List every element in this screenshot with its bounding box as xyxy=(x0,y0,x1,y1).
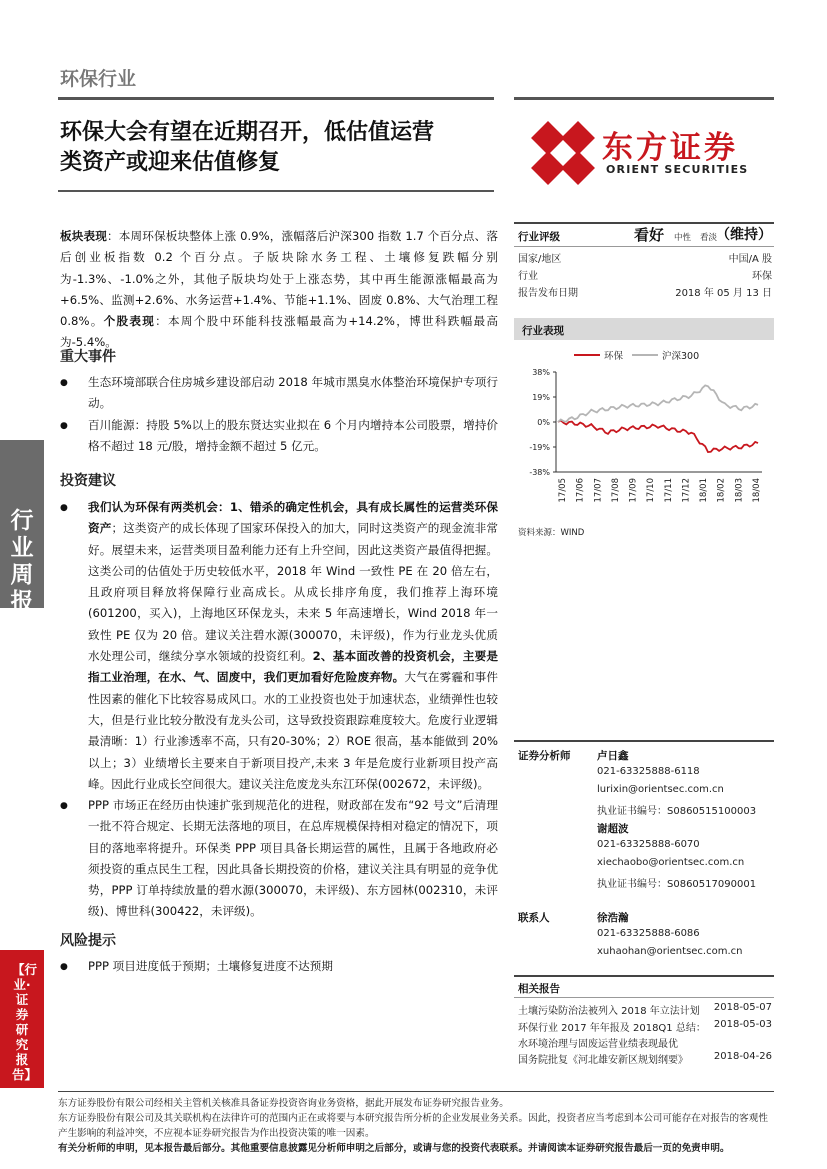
rating-option-neutral: 中性 xyxy=(674,233,692,243)
rating-row-key: 国家/地区 xyxy=(518,254,562,265)
header-rule-right xyxy=(514,97,774,100)
footer-line: 东方证券股份有限公司及其关联机构在法律许可的范围内正在或将要与本研究报告所分析的企业发展业务关系。因此，投资者应当考虑到本公司可能存在对报告的客观性产生影响的利益冲突，不应视本证券研究报告为作出投资决策的唯一因素。 xyxy=(58,1113,768,1139)
x-tick-label: 18/02 xyxy=(716,478,727,503)
contact-name: 徐浩瀚 xyxy=(597,912,629,924)
analyst-name: 谢超波 xyxy=(597,823,629,835)
chart-legend xyxy=(574,350,699,362)
chart-lines xyxy=(558,385,758,452)
analyst-email[interactable]: xiechaobo@orientsec.com.cn xyxy=(597,857,745,868)
related-date: 2018-04-26 xyxy=(713,1051,772,1062)
footer-disclaimer xyxy=(58,1096,774,1156)
related-date: 2018-05-07 xyxy=(713,1002,772,1013)
bullet-icon: ● xyxy=(60,962,68,972)
logo-text-en: ORIENT SECURITIES xyxy=(606,163,749,176)
y-tick-label: 38% xyxy=(532,368,550,377)
left-tab-weekly-text: 行业周报 xyxy=(10,508,34,615)
logo-text-cn: 东方证券 xyxy=(602,130,738,166)
analyst-label: 证券分析师 xyxy=(518,750,571,762)
analyst-name: 卢日鑫 xyxy=(597,750,629,762)
analyst-email[interactable]: lurixin@orientsec.com.cn xyxy=(597,784,724,795)
x-tick-label: 17/09 xyxy=(628,478,639,503)
x-tick-label: 17/05 xyxy=(558,478,568,503)
risk-title: 风险提示 xyxy=(60,933,116,949)
bullet-icon: ● xyxy=(60,421,68,431)
series-line-沪深300 xyxy=(558,385,758,422)
chart-title: 行业表现 xyxy=(522,325,564,337)
chart-axes xyxy=(529,368,762,503)
rating-label: 行业评级 xyxy=(518,231,560,243)
related-item[interactable]: 国务院批复《河北雄安新区规划纲要》 xyxy=(518,1055,688,1066)
x-tick-label: 18/03 xyxy=(734,478,745,503)
related-item[interactable]: 环保行业 2017 年年报及 2018Q1 总结： xyxy=(518,1023,706,1034)
x-tick-label: 17/10 xyxy=(646,478,657,503)
y-tick-label: 19% xyxy=(532,393,550,402)
related-rule xyxy=(514,997,774,998)
rating-row-key: 行业 xyxy=(518,271,538,282)
x-tick-label: 17/12 xyxy=(681,478,692,503)
analyst-tel: 021-63325888-6070 xyxy=(597,839,700,850)
headline-rule xyxy=(58,190,494,192)
related-rule-top xyxy=(514,975,774,977)
risk-item: PPP 项目进度低于预期；土壤修复进度不达预期 xyxy=(88,959,333,973)
sector-performance-text: ：本周环保板块整体上涨 0.9%，涨幅落后沪深300 指数 1.7 个百分点、落后创业板指数 0.2 个百分点。子版块除水务工程、土壤修复跌幅分别为-1.3%、-1.0%之外，其他子版块均处于上涨态势，其中再生能源涨幅最高为+6.5%、监测+2.6%、水务运营+1.4%、节能+1.1%、固废 0.8%、大气治理工程 0.8%。 xyxy=(60,229,498,329)
contact-email[interactable]: xuhaohan@orientsec.com.cn xyxy=(597,946,743,957)
y-tick-label: -38% xyxy=(529,468,550,477)
rating-keep: （维持） xyxy=(716,227,772,243)
events-title: 重大事件 xyxy=(60,349,116,365)
event-item: 生态环境部联合住房城乡建设部启动 2018 年城市黑臭水体整治环境保护专项行动。 xyxy=(88,375,498,411)
report-headline xyxy=(60,118,500,178)
bullet-icon: ● xyxy=(60,378,68,388)
chart-source: 资料来源：WIND xyxy=(518,528,585,538)
x-tick-label: 18/04 xyxy=(752,478,762,503)
related-item[interactable]: 土壤污染防治法被列入 2018 年立法计划 xyxy=(518,1006,700,1017)
advice-title: 投资建议 xyxy=(60,473,116,489)
bullet-icon: ● xyxy=(60,801,68,811)
stock-performance-label: 个股表现 xyxy=(103,314,156,329)
analyst-tel: 021-63325888-6118 xyxy=(597,766,700,777)
legend-label: 环保 xyxy=(604,351,624,362)
advice-bold-2: 2、基本面改善的投资机会，主要是指工业治理，在水、气、固废中，我们更加看好危险废弃物。 xyxy=(88,649,498,685)
rating-row-value: 2018 年 05 月 13 日 xyxy=(675,288,772,299)
y-tick-label: 0% xyxy=(537,418,550,427)
contact-label: 联系人 xyxy=(518,912,550,924)
orient-logo-icon xyxy=(528,118,598,188)
advice-paragraph-2: PPP 市场正在经历由快速扩张到规范化的进程，财政部在发布“92 号文”后清理一批不符合规定、长期无法落地的项目，在总库规模保持相对稳定的情况下，项目的落地率将提升。环保类 PPP 项目具备长期运营的属性，且属于各地政府必须投资的重点民生工程，因此具备长期投资的价格，建议关注具有明显的竞争优势，PPP 订单持续放量的碧水源(300070，未评级)、东方园林(002310，未评级)、博世科(300422，未评级)。 xyxy=(88,798,498,919)
footer-rule xyxy=(58,1091,774,1092)
headline-line-2: 类资产或迎来估值修复 xyxy=(60,150,281,175)
industry-performance-chart xyxy=(514,344,774,520)
x-tick-label: 17/07 xyxy=(593,478,604,503)
y-tick-label: -19% xyxy=(529,443,550,452)
analyst-cert: 执业证书编号：S0860517090001 xyxy=(597,879,757,890)
advice-text-2: 大气在雾霾和事件性因素的催化下比较容易成风口。水的工业投资也处于加速状态，业绩弹性也较大，但是行业比较分散没有龙头公司，这导致投资跟踪难度较大。危废行业逻辑最清晰：1）行业渗透率不高，只有20-30%；2）ROE 很高，基本能做到 20%以上；3）业绩增长主要来自于新项目投产,未来 3 年是危废行业新项目投产高峰。因此行业成长空间很大。建议关注危废龙头东江环保(002672，未评级)。 xyxy=(88,670,498,791)
advice-bold-1: 我们认为环保有两类机会：1、错杀的确定性机会，具有成长属性的运营类环保资产 xyxy=(88,500,498,536)
legend-label: 沪深300 xyxy=(662,351,700,362)
rating-row-key: 报告发布日期 xyxy=(518,288,578,299)
header-rule xyxy=(58,97,494,100)
left-tab-category-text: 【行业·证券研究报告】 xyxy=(12,962,38,1082)
footer-line-bold: 有关分析师的申明，见本报告最后部分。其他重要信息披露见分析师申明之后部分，或请与您的投资代表联系。并请阅读本证券研究报告最后一页的免责申明。 xyxy=(58,1143,730,1154)
footer-line: 东方证券股份有限公司经相关主管机关核准具备证券投资咨询业务资格，据此开展发布证券研究报告业务。 xyxy=(58,1098,509,1109)
x-tick-label: 18/01 xyxy=(699,478,710,503)
stock-performance-text: ：本周个股中环能科技涨幅最高为+14.2%，博世科跌幅最高为-5.4%。 xyxy=(60,314,498,350)
bullet-icon: ● xyxy=(60,503,68,513)
sector-title: 环保行业 xyxy=(60,68,137,90)
x-tick-label: 17/08 xyxy=(610,478,621,503)
headline-line-1: 环保大会有望在近期召开，低估值运营 xyxy=(60,120,435,145)
x-tick-label: 17/06 xyxy=(575,478,586,503)
advice-text-1: ；这类资产的成长体现了国家环保投入的加大，同时这类资产的现金流非常好。展望未来，运营类项目盈利能力还有上升空间，因此这类资产最值得把握。这类公司的估值处于历史较低水平，2018 年 Wind 一致性 PE 在 20 倍左右，且政府项目释放将保障行业高成长。从成长排序角度，我们推荐上海环境(601200，买入)，上海地区环保龙头，未来 5 年高速增长，Wind 2018 年一致性 PE 仅为 20 倍。建议关注碧水源(300070，未评级)，作为行业龙头优质水处理公司，继续分享水领域的投资红利。 xyxy=(88,521,498,664)
event-item: 百川能源：持股 5%以上的股东贤达实业拟在 6 个月内增持本公司股票，增持价格不超过 18 元/股，增持金额不超过 5 亿元。 xyxy=(88,418,498,454)
related-item[interactable]: 水环境治理与固废运营业绩表现最优 xyxy=(518,1039,678,1050)
rating-row-value: 中国/A 股 xyxy=(728,254,772,265)
x-tick-label: 17/11 xyxy=(663,478,674,503)
contact-tel: 021-63325888-6086 xyxy=(597,928,700,939)
advice-paragraph-1 xyxy=(88,497,498,795)
series-line-环保 xyxy=(558,420,758,452)
analyst-cert: 执业证书编号：S0860515100003 xyxy=(597,806,757,817)
summary-paragraph xyxy=(60,226,498,354)
rating-rule xyxy=(514,246,774,247)
rating-value: 看好 xyxy=(634,226,665,244)
related-date: 2018-05-03 xyxy=(713,1019,772,1030)
rating-row-value: 环保 xyxy=(752,271,772,282)
analyst-rule xyxy=(514,740,774,742)
sector-performance-label: 板块表现 xyxy=(60,229,108,243)
related-title: 相关报告 xyxy=(518,983,560,995)
rating-option-negative: 看淡 xyxy=(700,233,718,243)
